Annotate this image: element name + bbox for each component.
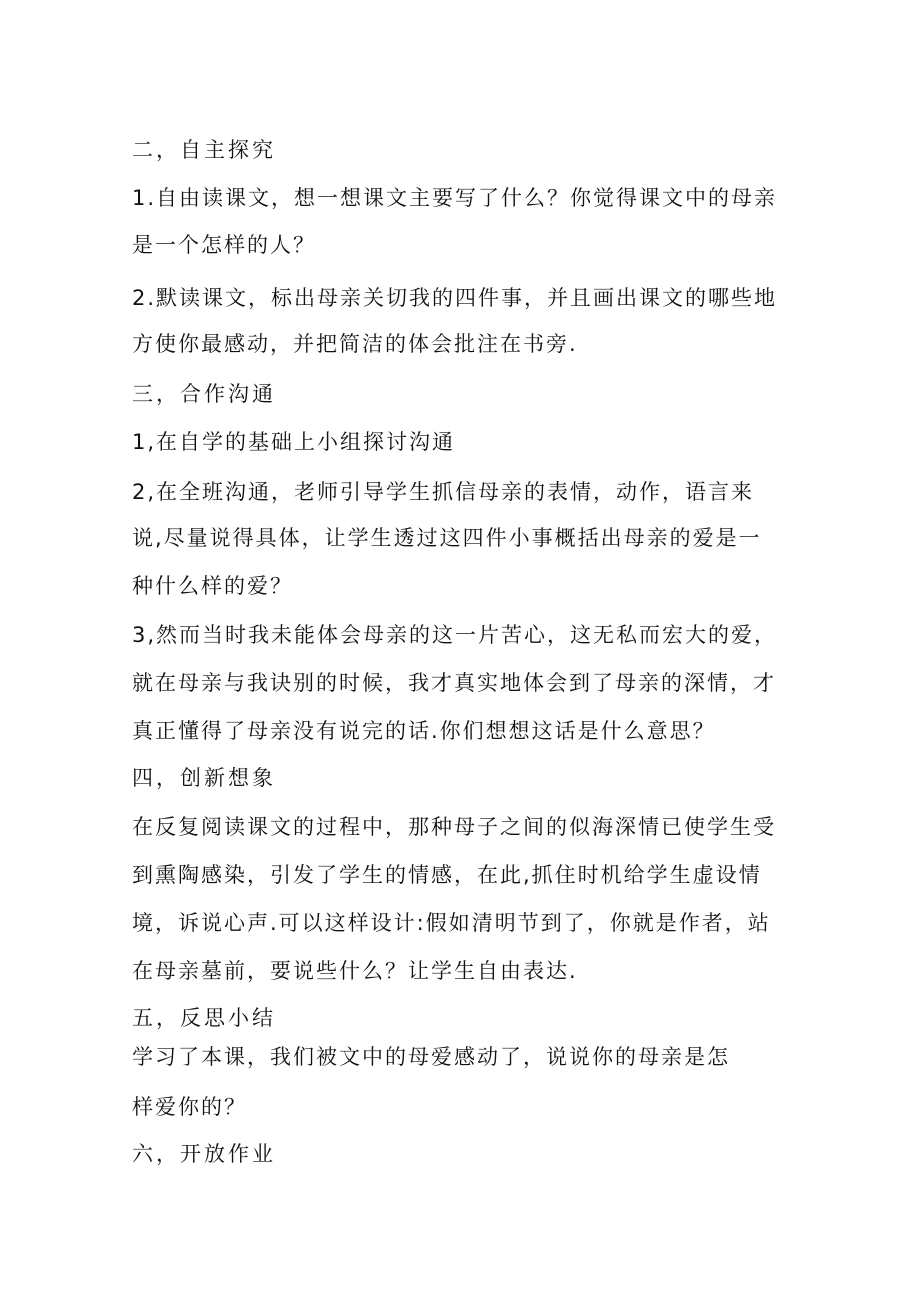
section-heading-6: 六，开放作业 bbox=[132, 1142, 276, 1166]
paragraph-line: 就在母亲与我诀别的时候，我才真实地体会到了母亲的深情，才 bbox=[132, 671, 776, 695]
paragraph-line: 是一个怎样的人？ bbox=[132, 233, 316, 257]
section-heading-3: 三，合作沟通 bbox=[132, 382, 276, 406]
paragraph-line: 真正懂得了母亲没有说完的话.你们想想这话是什么意思？ bbox=[132, 719, 716, 743]
section-heading-2: 二，自主探究 bbox=[132, 138, 276, 162]
paragraph-line: 在母亲墓前，要说些什么？让学生自由表达. bbox=[132, 959, 578, 983]
paragraph-line: 学习了本课，我们被文中的母爱感动了，说说你的母亲是怎 bbox=[132, 1045, 730, 1069]
paragraph-line: 到熏陶感染，引发了学生的情感，在此,抓住时机给学生虚设情 bbox=[132, 863, 762, 887]
paragraph-line: 方使你最感动，并把简洁的体会批注在书旁. bbox=[132, 332, 578, 356]
paragraph-line: 1.自由读课文，想一想课文主要写了什么？你觉得课文中的母亲 bbox=[132, 186, 778, 210]
paragraph-line: 2.默读课文，标出母亲关切我的四件事，并且画出课文的哪些地 bbox=[132, 286, 778, 310]
section-heading-5: 五，反思小结 bbox=[132, 1006, 276, 1030]
paragraph-line: 样爱你的？ bbox=[132, 1095, 247, 1119]
paragraph-line: 在反复阅读课文的过程中，那种母子之间的似海深情已使学生受 bbox=[132, 815, 776, 839]
section-heading-4: 四，创新想象 bbox=[132, 766, 276, 790]
paragraph-line: 1,在自学的基础上小组探讨沟通 bbox=[132, 430, 456, 454]
paragraph-line: 境，诉说心声.可以这样设计:假如清明节到了，你就是作者，站 bbox=[132, 911, 771, 935]
paragraph-line: 2,在全班沟通，老师引导学生抓信母亲的表情，动作，语言来 bbox=[132, 480, 755, 504]
paragraph-line: 3,然而当时我未能体会母亲的这一片苦心，这无私而宏大的爱， bbox=[132, 623, 778, 647]
paragraph-line: 说,尽量说得具体，让学生透过这四件小事概括出母亲的爱是一 bbox=[132, 526, 762, 550]
paragraph-line: 种什么样的爱？ bbox=[132, 574, 293, 598]
